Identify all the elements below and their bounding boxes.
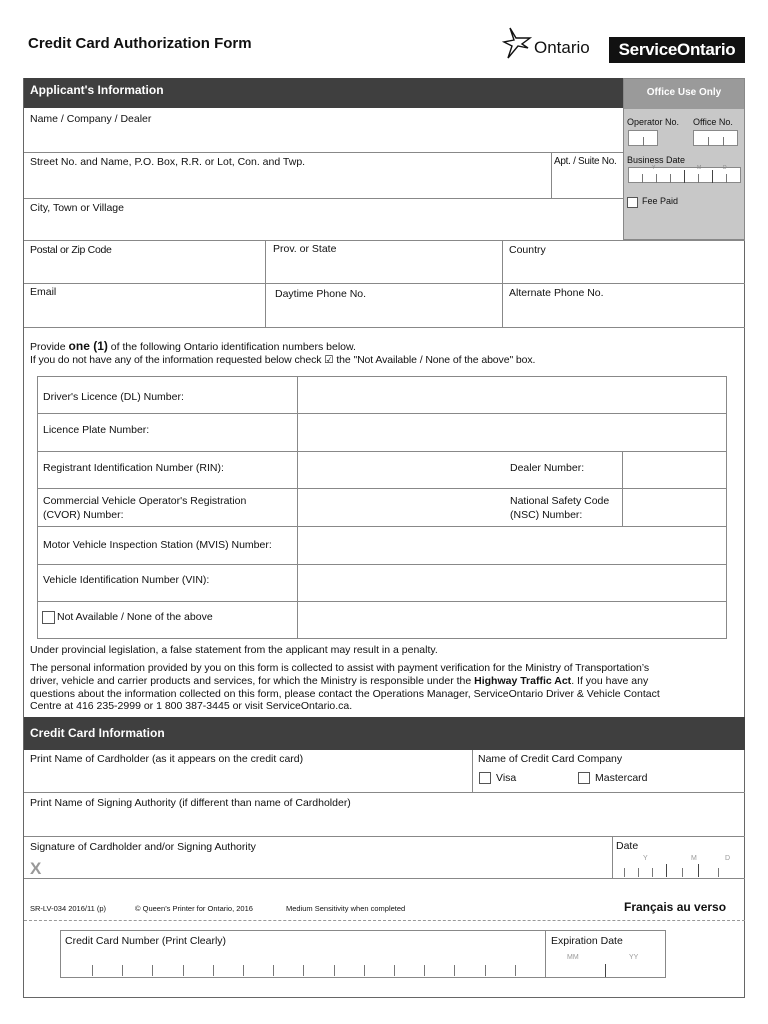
not-available-checkbox[interactable] <box>42 611 55 624</box>
fee-paid-checkbox[interactable] <box>627 197 638 208</box>
daytime-phone-field[interactable] <box>266 302 501 327</box>
operator-label: Operator No. <box>627 117 680 127</box>
postal-field[interactable] <box>24 258 264 283</box>
penalty-notice: Under provincial legislation, a false statement from the applicant may result in a penalty. <box>30 644 438 656</box>
office-use-title: Office Use Only <box>624 79 744 109</box>
card-digit-tick <box>303 965 304 976</box>
sensitivity-notice: Medium Sensitivity when completed <box>286 904 406 913</box>
applicant-section-header: Applicant's Information <box>24 78 623 108</box>
office-number-field[interactable] <box>693 130 738 146</box>
alternate-phone-label: Alternate Phone No. <box>509 287 604 299</box>
card-digit-tick <box>394 965 395 976</box>
card-digit-tick <box>213 965 214 976</box>
expiry-label: Expiration Date <box>551 935 623 947</box>
card-digit-tick <box>152 965 153 976</box>
card-digit-tick <box>122 965 123 976</box>
not-available-label: Not Available / None of the above <box>57 611 213 623</box>
prov-field[interactable] <box>266 258 501 283</box>
street-label: Street No. and Name, P.O. Box, R.R. or Lot, Con. and Twp. <box>30 156 306 168</box>
city-label: City, Town or Village <box>30 202 124 214</box>
id-intro-line1: Provide one (1) of the following Ontario identification numbers below. <box>30 339 356 353</box>
rin-label: Registrant Identification Number (RIN): <box>43 462 224 474</box>
privacy-line1: The personal information provided by you on this form is collected to assist with payment verification for the Ministry of Transportation’s <box>30 662 650 674</box>
form-number: SR-LV-034 2016/11 (p) <box>30 904 107 913</box>
prov-label: Prov. or State <box>273 243 337 255</box>
credit-card-section-header: Credit Card Information <box>24 717 745 750</box>
cardholder-name-field[interactable] <box>24 768 471 792</box>
card-digit-tick <box>424 965 425 976</box>
tear-line <box>24 920 745 921</box>
cvor-label-2: (CVOR) Number: <box>43 509 124 521</box>
cvor-number-field[interactable] <box>298 489 508 526</box>
name-field[interactable] <box>24 126 622 152</box>
ontario-logo <box>502 26 602 62</box>
french-version-note: Français au verso <box>624 900 727 914</box>
dl-number-field[interactable] <box>298 377 726 413</box>
nsc-label-1: National Safety Code <box>510 495 610 507</box>
plate-number-field[interactable] <box>298 414 726 451</box>
id-intro-line2: If you do not have any of the information requested below check ☑ the "Not Available / None of the above" box. <box>30 354 536 366</box>
signature-label: Signature of Cardholder and/or Signing Authority <box>30 841 256 853</box>
copyright-notice: © Queen’s Printer for Ontario, 2016 <box>135 904 253 913</box>
signature-field[interactable] <box>48 856 608 878</box>
signing-authority-field[interactable] <box>24 812 744 836</box>
signing-authority-label: Print Name of Signing Authority (if different than name of Cardholder) <box>30 797 351 809</box>
postal-label: Postal or Zip Code <box>30 244 112 256</box>
mastercard-label: Mastercard <box>595 772 648 784</box>
card-digit-tick <box>515 965 516 976</box>
dealer-label: Dealer Number: <box>510 462 585 474</box>
page-title: Credit Card Authorization Form <box>28 35 252 52</box>
nsc-label-2: (NSC) Number: <box>510 509 583 521</box>
cardholder-label: Print Name of Cardholder (as it appears on the credit card) <box>30 753 304 765</box>
nsc-number-field[interactable] <box>623 489 726 526</box>
card-number-label: Credit Card Number (Print Clearly) <box>65 935 227 947</box>
business-date-label: Business Date <box>627 155 686 165</box>
vin-number-field[interactable] <box>298 565 726 601</box>
ontario-wordmark: Ontario <box>534 38 590 57</box>
cvor-label-1: Commercial Vehicle Operator's Registration <box>43 495 247 507</box>
card-digit-tick <box>485 965 486 976</box>
signature-mark: X <box>30 859 42 878</box>
date-label: Date <box>616 840 639 852</box>
email-field[interactable] <box>24 300 264 327</box>
rin-number-field[interactable] <box>298 452 508 488</box>
visa-label: Visa <box>496 772 517 784</box>
visa-checkbox[interactable] <box>479 772 491 784</box>
country-field[interactable] <box>503 258 744 283</box>
dl-label: Driver's Licence (DL) Number: <box>43 391 184 403</box>
dealer-number-field[interactable] <box>623 452 726 488</box>
card-digit-tick <box>92 965 93 976</box>
trillium-icon <box>502 26 536 62</box>
card-digit-tick <box>243 965 244 976</box>
mvis-number-field[interactable] <box>298 527 726 564</box>
mastercard-checkbox[interactable] <box>578 772 590 784</box>
card-company-label: Name of Credit Card Company <box>478 753 623 765</box>
privacy-line3: questions about the information collected on this form, please contact the Operations Manager, ServiceOntario Driver & Vehicle Contact <box>30 688 660 700</box>
email-label: Email <box>30 286 57 298</box>
alternate-phone-field[interactable] <box>503 301 744 327</box>
office-label: Office No. <box>693 117 733 127</box>
serviceontario-logo: ServiceOntario <box>609 37 745 63</box>
card-digit-tick <box>364 965 365 976</box>
mvis-label: Motor Vehicle Inspection Station (MVIS) Number: <box>43 539 272 551</box>
apt-label: Apt. / Suite No. <box>554 156 617 167</box>
privacy-line4: Centre at 416 235-2999 or 1 800 387-3445 or visit ServiceOntario.ca. <box>30 700 353 712</box>
name-label: Name / Company / Dealer <box>30 113 152 125</box>
vin-label: Vehicle Identification Number (VIN): <box>43 574 210 586</box>
card-digit-tick <box>273 965 274 976</box>
card-digit-tick <box>334 965 335 976</box>
card-digit-tick <box>454 965 455 976</box>
street-field[interactable] <box>24 170 551 198</box>
city-field[interactable] <box>24 216 622 240</box>
signature-date-field[interactable] <box>614 864 744 878</box>
country-label: Country <box>509 244 546 256</box>
apt-field[interactable] <box>552 170 622 198</box>
fee-paid-label: Fee Paid <box>642 196 679 206</box>
privacy-line2: driver, vehicle and carrier products and services, for which the Ministry is responsible under the Highway Traffic Act. If you have any <box>30 675 649 687</box>
card-digit-tick <box>183 965 184 976</box>
daytime-phone-label: Daytime Phone No. <box>275 288 367 300</box>
plate-label: Licence Plate Number: <box>43 424 150 436</box>
